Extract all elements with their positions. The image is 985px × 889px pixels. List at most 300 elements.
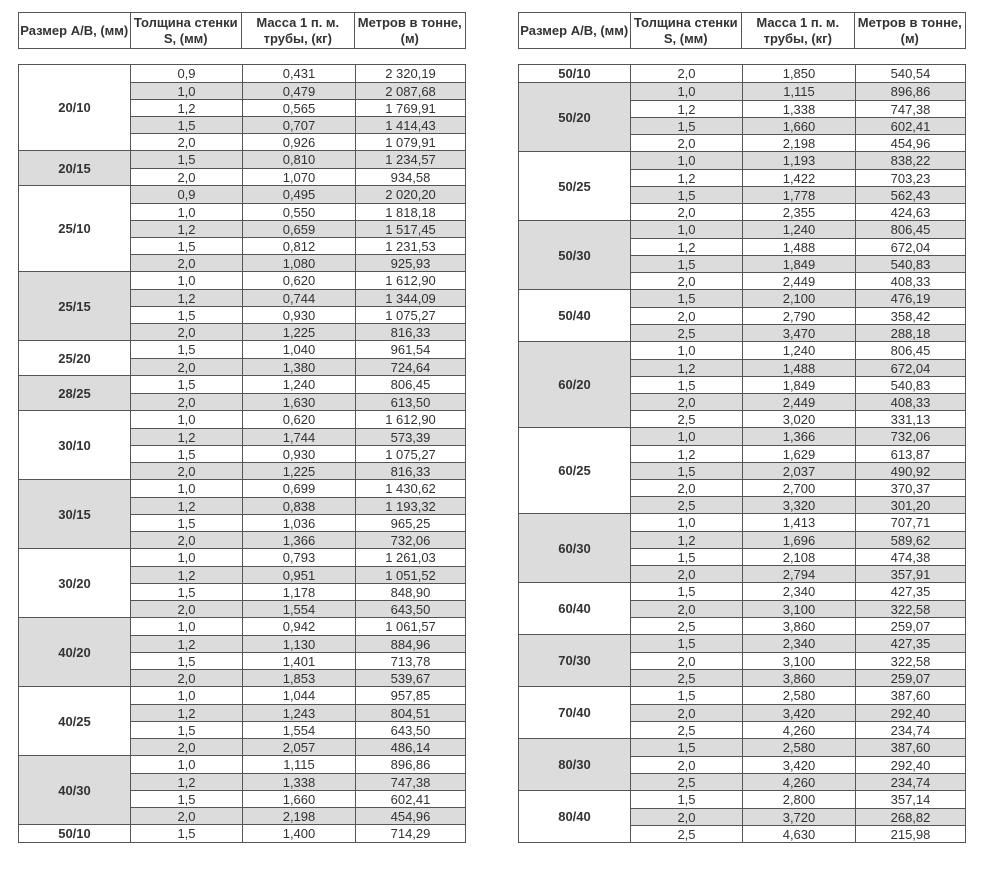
size-group: [519, 634, 965, 686]
size-group: [519, 686, 965, 738]
mass-cell: 1,338: [242, 774, 355, 790]
table-row: [130, 756, 465, 773]
thickness-cell: 2,0: [130, 739, 242, 755]
meters-cell: 370,37: [855, 480, 965, 496]
table-row: [630, 479, 965, 496]
meters-cell: 703,23: [855, 170, 965, 186]
meters-cell: 816,33: [355, 324, 465, 340]
size-group: [519, 427, 965, 513]
table-row: [630, 307, 965, 324]
size-label: 60/20: [519, 342, 630, 427]
right-pipe-table: [518, 12, 966, 843]
thickness-cell: 0,9: [130, 65, 242, 82]
table-row: [130, 168, 465, 185]
thickness-cell: 1,5: [630, 549, 742, 565]
mass-cell: 1,849: [742, 377, 855, 393]
size-label: 25/10: [58, 221, 91, 236]
thickness-cell: 1,2: [630, 101, 742, 117]
thickness-cell: 2,0: [630, 757, 742, 773]
table-row: [630, 808, 965, 825]
thickness-cell: 1,0: [630, 152, 742, 169]
meters-cell: 961,54: [355, 341, 465, 358]
mass-cell: 2,700: [742, 480, 855, 496]
thickness-cell: 1,2: [130, 290, 242, 306]
mass-cell: 4,260: [742, 774, 855, 790]
table-row: [130, 254, 465, 271]
table-row: [630, 704, 965, 721]
thickness-cell: 1,5: [130, 376, 242, 393]
size-group: [519, 513, 965, 582]
mass-cell: 2,355: [742, 204, 855, 220]
thickness-cell: 1,0: [130, 204, 242, 220]
thickness-cell: 1,5: [130, 307, 242, 323]
size-group: [19, 824, 465, 842]
meters-cell: 896,86: [355, 756, 465, 773]
thickness-cell: 2,0: [130, 324, 242, 340]
header-mass: Масса 1 п. м. трубы, (кг): [741, 13, 854, 48]
meters-cell: 2 020,20: [355, 186, 465, 203]
meters-cell: 215,98: [855, 826, 965, 842]
mass-cell: 0,930: [242, 307, 355, 323]
size-group: [519, 82, 965, 151]
table-row: [130, 306, 465, 323]
mass-cell: 1,401: [242, 653, 355, 669]
table-row: [130, 151, 465, 168]
mass-cell: 3,720: [742, 809, 855, 825]
table-row: [630, 721, 965, 738]
thickness-cell: 1,5: [630, 739, 742, 756]
table-row: [130, 186, 465, 203]
mass-cell: 2,057: [242, 739, 355, 755]
thickness-cell: 2,0: [630, 566, 742, 582]
table-row: [130, 738, 465, 755]
mass-cell: 1,696: [742, 532, 855, 548]
meters-cell: 896,86: [855, 83, 965, 100]
thickness-cell: 2,0: [630, 273, 742, 289]
size-label: 70/40: [558, 705, 591, 720]
thickness-cell: 1,5: [630, 118, 742, 134]
thickness-cell: 1,2: [630, 532, 742, 548]
table-row: [630, 669, 965, 686]
table-row: [130, 65, 465, 82]
size-label: 25/20: [58, 350, 91, 366]
meters-cell: 714,29: [355, 825, 465, 842]
table-row: [130, 704, 465, 721]
thickness-cell: 2,5: [630, 618, 742, 634]
meters-cell: 1 612,90: [355, 272, 465, 289]
mass-cell: 0,793: [242, 549, 355, 566]
mass-cell: 2,800: [742, 791, 855, 808]
mass-cell: 1,070: [242, 169, 355, 185]
table-row: [630, 324, 965, 341]
mass-cell: 1,413: [742, 514, 855, 531]
size-label: 30/15: [19, 480, 130, 548]
mass-cell: 1,036: [242, 515, 355, 531]
table-row: [630, 83, 965, 100]
meters-cell: 1 261,03: [355, 549, 465, 566]
thickness-cell: 1,2: [630, 360, 742, 376]
table-row: [130, 116, 465, 133]
thickness-cell: 1,0: [130, 480, 242, 497]
mass-cell: 1,850: [742, 65, 855, 82]
size-group: [519, 790, 965, 842]
meters-cell: 292,40: [855, 705, 965, 721]
mass-cell: 2,449: [742, 273, 855, 289]
table-row: [630, 514, 965, 531]
header-meters: Метров в тонне, (м): [354, 13, 466, 48]
mass-cell: 2,580: [742, 687, 855, 704]
size-label: 50/10: [558, 66, 591, 81]
thickness-cell: 1,2: [130, 636, 242, 652]
table-row: [630, 359, 965, 376]
table-body: [518, 64, 966, 843]
meters-cell: 957,85: [355, 687, 465, 704]
table-row: [130, 428, 465, 445]
table-row: [630, 393, 965, 410]
table-row: [130, 462, 465, 479]
thickness-cell: 2,0: [630, 705, 742, 721]
mass-cell: 0,926: [242, 134, 355, 150]
table-row: [130, 99, 465, 116]
thickness-cell: 1,5: [630, 687, 742, 704]
thickness-cell: 1,5: [130, 791, 242, 807]
mass-cell: 1,338: [742, 101, 855, 117]
mass-cell: 1,853: [242, 670, 355, 686]
header-mass: Масса 1 п. м. трубы, (кг): [241, 13, 354, 48]
size-label: 30/10: [58, 437, 91, 453]
meters-cell: 1 769,91: [355, 100, 465, 116]
table-row: [630, 496, 965, 513]
mass-cell: 1,554: [242, 601, 355, 617]
thickness-cell: 1,0: [130, 618, 242, 635]
meters-cell: 589,62: [855, 532, 965, 548]
size-label: 80/30: [519, 739, 630, 790]
size-label: 50/20: [519, 83, 630, 151]
meters-cell: 1 612,90: [355, 411, 465, 428]
meters-cell: 387,60: [855, 687, 965, 704]
meters-cell: 387,60: [855, 739, 965, 756]
size-group: [19, 617, 465, 686]
meters-cell: 357,91: [855, 566, 965, 582]
mass-cell: 0,620: [242, 272, 355, 289]
thickness-cell: 1,0: [630, 514, 742, 531]
meters-cell: 707,71: [855, 514, 965, 531]
table-header: [18, 12, 466, 49]
mass-cell: 1,488: [742, 360, 855, 376]
mass-cell: 2,449: [742, 394, 855, 410]
thickness-cell: 1,5: [630, 791, 742, 808]
mass-cell: 3,020: [742, 411, 855, 427]
table-row: [130, 497, 465, 514]
mass-cell: 1,366: [742, 428, 855, 445]
mass-cell: 2,340: [742, 583, 855, 600]
size-label: 40/25: [58, 713, 91, 729]
thickness-cell: 1,5: [130, 584, 242, 600]
size-label: 70/30: [519, 635, 630, 686]
size-group: [19, 375, 465, 410]
thickness-cell: 1,2: [130, 429, 242, 445]
mass-cell: 0,810: [242, 151, 355, 168]
header-meters: Метров в тонне, (м): [854, 13, 966, 48]
size-label: 20/10: [58, 100, 91, 115]
mass-cell: 2,198: [742, 135, 855, 151]
meters-cell: 1 344,09: [355, 290, 465, 306]
table-row: [130, 393, 465, 410]
table-row: [130, 687, 465, 704]
thickness-cell: 1,0: [130, 687, 242, 704]
thickness-cell: 2,0: [130, 134, 242, 150]
size-label: 60/40: [558, 601, 591, 616]
size-group: [519, 582, 965, 634]
thickness-cell: 1,0: [130, 272, 242, 289]
mass-cell: 0,707: [242, 117, 355, 133]
size-group: [519, 738, 965, 790]
meters-cell: 1 414,43: [355, 117, 465, 133]
thickness-cell: 2,0: [130, 255, 242, 271]
thickness-cell: 2,5: [630, 774, 742, 790]
mass-cell: 1,240: [742, 221, 855, 238]
meters-cell: 804,51: [355, 705, 465, 721]
thickness-cell: 2,0: [130, 463, 242, 479]
table-row: [630, 773, 965, 790]
meters-cell: 490,92: [855, 463, 965, 479]
meters-cell: 540,83: [855, 377, 965, 393]
thickness-cell: 1,0: [630, 83, 742, 100]
meters-cell: 1 193,32: [355, 498, 465, 514]
meters-cell: 540,54: [855, 65, 965, 82]
table-row: [630, 100, 965, 117]
meters-cell: 806,45: [855, 342, 965, 359]
header-size: Размер А/В, (мм): [520, 23, 629, 38]
table-row: [630, 756, 965, 773]
table-row: [130, 531, 465, 548]
meters-cell: 540,83: [855, 256, 965, 272]
table-row: [630, 428, 965, 445]
table-row: [130, 272, 465, 289]
mass-cell: 0,565: [242, 100, 355, 116]
meters-cell: 848,90: [355, 584, 465, 600]
table-row: [130, 480, 465, 497]
thickness-cell: 2,5: [630, 325, 742, 341]
thickness-cell: 1,5: [130, 151, 242, 168]
mass-cell: 2,037: [742, 463, 855, 479]
thickness-cell: 2,0: [130, 169, 242, 185]
meters-cell: 1 430,62: [355, 480, 465, 497]
mass-cell: 1,400: [242, 825, 355, 842]
meters-cell: 1 818,18: [355, 204, 465, 220]
meters-cell: 454,96: [855, 135, 965, 151]
table-row: [630, 376, 965, 393]
thickness-cell: 2,5: [630, 497, 742, 513]
meters-cell: 816,33: [355, 463, 465, 479]
table-row: [630, 652, 965, 669]
meters-cell: 1 051,52: [355, 567, 465, 583]
table-row: [130, 237, 465, 254]
size-label: 80/40: [558, 809, 591, 824]
mass-cell: 3,860: [742, 618, 855, 634]
size-label: 30/20: [58, 575, 91, 591]
mass-cell: 0,431: [242, 65, 355, 82]
thickness-cell: 1,5: [630, 583, 742, 600]
mass-cell: 2,790: [742, 308, 855, 324]
size-group: [19, 410, 465, 479]
meters-cell: 838,22: [855, 152, 965, 169]
table-row: [630, 825, 965, 842]
mass-cell: 1,240: [742, 342, 855, 359]
meters-cell: 1 231,53: [355, 238, 465, 254]
mass-cell: 3,420: [742, 705, 855, 721]
thickness-cell: 2,5: [630, 670, 742, 686]
meters-cell: 884,96: [355, 636, 465, 652]
table-row: [630, 238, 965, 255]
size-group: [19, 548, 465, 617]
mass-cell: 1,044: [242, 687, 355, 704]
thickness-cell: 1,2: [130, 498, 242, 514]
meters-cell: 732,06: [355, 532, 465, 548]
meters-cell: 427,35: [855, 635, 965, 652]
size-group: [19, 65, 465, 150]
table-row: [130, 411, 465, 428]
meters-cell: 268,82: [855, 809, 965, 825]
mass-cell: 0,699: [242, 480, 355, 497]
thickness-cell: 1,5: [630, 256, 742, 272]
meters-cell: 806,45: [855, 221, 965, 238]
meters-cell: 357,14: [855, 791, 965, 808]
table-row: [630, 290, 965, 307]
mass-cell: 1,380: [242, 359, 355, 375]
mass-cell: 0,550: [242, 204, 355, 220]
table-row: [130, 323, 465, 340]
thickness-cell: 1,2: [130, 567, 242, 583]
size-group: [19, 686, 465, 755]
mass-cell: 0,495: [242, 186, 355, 203]
meters-cell: 806,45: [355, 376, 465, 393]
meters-cell: 539,67: [355, 670, 465, 686]
size-label: 50/25: [558, 178, 591, 194]
meters-cell: 643,50: [355, 601, 465, 617]
table-row: [630, 635, 965, 652]
mass-cell: 1,115: [742, 83, 855, 100]
meters-cell: 925,93: [355, 255, 465, 271]
table-row: [130, 583, 465, 600]
meters-cell: 1 079,91: [355, 134, 465, 150]
mass-cell: 0,812: [242, 238, 355, 254]
thickness-cell: 1,5: [130, 341, 242, 358]
size-group: [19, 150, 465, 185]
size-group: [19, 185, 465, 271]
size-label: 40/20: [19, 618, 130, 686]
meters-cell: 562,43: [855, 187, 965, 203]
left-pipe-table: [18, 12, 466, 843]
table-row: [130, 825, 465, 842]
header-thickness: Толщина стенки S, (мм): [630, 13, 742, 48]
thickness-cell: 1,5: [630, 463, 742, 479]
size-group: [519, 289, 965, 341]
table-row: [130, 220, 465, 237]
thickness-cell: 1,5: [130, 446, 242, 462]
header-thickness: Толщина стенки S, (мм): [130, 13, 242, 48]
mass-cell: 0,942: [242, 618, 355, 635]
thickness-cell: 2,0: [130, 601, 242, 617]
thickness-cell: 1,0: [630, 342, 742, 359]
mass-cell: 2,340: [742, 635, 855, 652]
meters-cell: 259,07: [855, 670, 965, 686]
table-row: [130, 669, 465, 686]
table-row: [630, 65, 965, 82]
mass-cell: 3,100: [742, 653, 855, 669]
meters-cell: 672,04: [855, 360, 965, 376]
mass-cell: 2,108: [742, 549, 855, 565]
thickness-cell: 1,5: [130, 653, 242, 669]
meters-cell: 747,38: [855, 101, 965, 117]
table-row: [630, 117, 965, 134]
table-row: [130, 790, 465, 807]
size-group: [519, 220, 965, 289]
table-row: [130, 514, 465, 531]
table-header: [518, 12, 966, 49]
thickness-cell: 2,5: [630, 826, 742, 842]
table-row: [130, 807, 465, 824]
thickness-cell: 2,0: [630, 65, 742, 82]
mass-cell: 3,860: [742, 670, 855, 686]
meters-cell: 965,25: [355, 515, 465, 531]
size-group: [19, 755, 465, 824]
thickness-cell: 2,0: [630, 601, 742, 617]
mass-cell: 1,554: [242, 722, 355, 738]
mass-cell: 0,951: [242, 567, 355, 583]
mass-cell: 1,660: [242, 791, 355, 807]
table-row: [630, 169, 965, 186]
meters-cell: 476,19: [855, 290, 965, 307]
mass-cell: 2,794: [742, 566, 855, 582]
mass-cell: 3,320: [742, 497, 855, 513]
mass-cell: 1,178: [242, 584, 355, 600]
meters-cell: 613,87: [855, 446, 965, 462]
meters-cell: 573,39: [355, 429, 465, 445]
table-row: [630, 791, 965, 808]
mass-cell: 1,366: [242, 532, 355, 548]
meters-cell: 1 517,45: [355, 221, 465, 237]
thickness-cell: 2,0: [630, 135, 742, 151]
mass-cell: 1,744: [242, 429, 355, 445]
table-row: [130, 358, 465, 375]
table-row: [630, 342, 965, 359]
size-group: [519, 341, 965, 427]
table-row: [130, 549, 465, 566]
meters-cell: 427,35: [855, 583, 965, 600]
thickness-cell: 1,0: [130, 83, 242, 99]
thickness-cell: 1,5: [630, 377, 742, 393]
meters-cell: 1 075,27: [355, 307, 465, 323]
mass-cell: 2,198: [242, 808, 355, 824]
thickness-cell: 2,5: [630, 722, 742, 738]
thickness-cell: 1,2: [130, 221, 242, 237]
thickness-cell: 1,5: [130, 117, 242, 133]
thickness-cell: 2,0: [630, 308, 742, 324]
thickness-cell: 2,0: [130, 394, 242, 410]
thickness-cell: 1,5: [130, 825, 242, 842]
mass-cell: 1,243: [242, 705, 355, 721]
table-row: [630, 617, 965, 634]
table-row: [630, 565, 965, 582]
mass-cell: 1,778: [742, 187, 855, 203]
mass-cell: 1,225: [242, 463, 355, 479]
thickness-cell: 1,0: [130, 411, 242, 428]
meters-cell: 454,96: [355, 808, 465, 824]
size-label: 40/30: [19, 756, 130, 824]
thickness-cell: 1,2: [130, 100, 242, 116]
table-row: [630, 134, 965, 151]
